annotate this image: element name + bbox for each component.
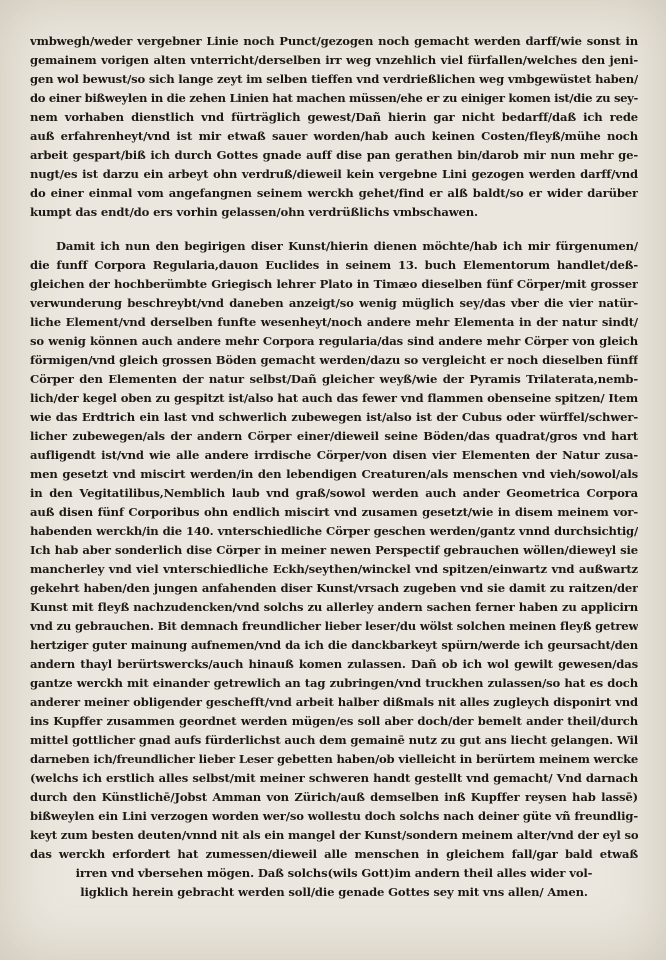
text-line: nugt/es ist darzu ein arbeyt ohn verdruß/dieweil kein vergebne Lini gezogen werden darff/vnd [30,167,638,181]
text-line: Ich hab aber sonderlich dise Cörper in meiner newen Perspectif gebrauchen wöllen/dieweyl sie [30,543,638,557]
text-line: Cörper den Elementen der natur selbst/Dañ gleicher weyß/wie der Pyramis Trilaterata,nemb- [30,372,638,386]
text-line: mancherley vnd viel vnterschiedliche Eckh/seythen/winckel vnd spitzen/einwartz vnd außwartz [30,562,638,576]
text-line: Damit ich nun den begirigen diser Kunst/hierin dienen möchte/hab ich mir fürgenumen/ [56,239,638,253]
text-line: ins Kupffer zusammen geordnet werden mügen/es soll aber doch/der bemelt ander theil/durch [30,714,638,728]
text-line: so wenig können auch andere mehr Corpora regularia/das sind andere mehr Cörper von gleich [30,334,638,348]
text-line: die funff Corpora Regularia,dauon Euclides in seinem 13. buch Elementorum handlet/deß- [30,258,638,272]
text-line: andern thayl berürtswercks/auch hinauß komen zulassen. Dañ ob ich wol gewilt gewesen/das [30,657,638,671]
paragraph-2 [30,237,638,902]
text-line: irren vnd vbersehen mögen. Daß solchs(wils Gott)im andern theil alles wider vol- [75,866,593,880]
text-line: kumpt das endt/do ers vorhin gelassen/ohn verdrüßlichs vmbschawen. [30,205,478,219]
text-line: men gesetzt vnd miscirt werden/in den lebendigen Creaturen/als menschen vnd vieh/sowol/als [30,467,638,481]
text-line: arbeit gespart/biß ich durch Gottes gnade auff dise pan gerathen bin/darob mir nun mehr ge- [30,148,638,162]
text-line: hertziger guter mainung aufnemen/vnd da ich die danckbarkeyt spürn/werde ich geursacht/den [30,638,638,652]
text-line: bißweylen ein Lini verzogen worden wer/so wollestu doch solchs nach deiner güte vñ freundlig- [30,809,638,823]
text-line: anderer meiner obligender geschefft/vnd arbeit halber dißmals nit alles zugleych disponirt vnd [30,695,638,709]
text-line: förmigen/vnd gleich grossen Böden gemacht werden/dazu so vergleicht er noch dieselben fünff [30,353,638,367]
text-line: gemainem vorigen alten vnterricht/derselben irr weg vnzehlich viel fürfallen/welches den jeni- [30,53,638,67]
text-line: in den Vegitatilibus,Nemblich laub vnd graß/sowol werden auch ander Geometrica Corpora [30,486,638,500]
text-line: lich/der kegel oben zu gespitzt ist/also hat auch das fewer vnd flammen obenseine spitzen/ Item [30,391,638,405]
text-line: auß erfahrenheyt/vnd ist mir etwaß sauer worden/hab auch keinen Costen/fleyß/mühe noch [30,129,638,143]
text-line: gen wol bewust/so sich lange zeyt im selben tieffen vnd verdrießlichen weg vmbgewüstet haben/ [30,72,638,86]
text-line: nem vorhaben dienstlich vnd fürträglich gewest/Dañ hierin gar nicht bedarff/daß ich rede [30,110,638,124]
text-line: keyt zum besten deuten/vnnd nit als ein mangel der Kunst/sondern meinem alter/vnd der eyl so [30,828,638,842]
text-line: do einer bißweylen in die zehen Linien hat machen müssen/ehe er zu einiger komen ist/die zu sey- [30,91,638,105]
text-line: darneben ich/freundlicher lieber Leser gebetten haben/ob vielleicht in berürtem meinem wercke [30,752,638,766]
text-line: liche Element/vnd derselben funfte wesenheyt/noch andere mehr Elementa in der natur sindt/ [30,315,638,329]
text-line: (welchs ich erstlich alles selbst/mit meiner schweren handt gestellt vnd gemacht/ Vnd darnach [30,771,638,785]
text-line: gleichen der hochberümbte Griegisch lehrer Plato in Timæo dieselben fünf Cörper/mit grosser [30,277,638,291]
text-line: habenden werckh/in die 140. vnterschiedliche Cörper geschen werden/gantz vnnd durchsichtig/ [30,524,638,538]
text-line: aufligendt ist/vnd wie alle andere irrdische Cörper/von disen vier Elementen der Natur zusa- [30,448,638,462]
paragraph-1 [30,32,638,222]
text-line: mittel gottlicher gnad aufs fürderlichst auch dem gemainē nutz zu gut ans liecht gelangen. Wil [30,733,638,747]
text-line: auß disen fünf Corporibus ohn endlich miscirt vnd zusamen gesetzt/wie in disem meinem vor- [30,505,638,519]
text-line: Kunst mit fleyß nachzudencken/vnd solchs zu allerley andern sachen ferner haben zu applicirn [30,600,638,614]
text-line: gantze werckh mit einander getrewlich an tag zubringen/vnd truckhen zulassen/so hat es doch [30,676,638,690]
page-text [30,32,638,902]
text-line: licher zubewegen/als der andern Cörper einer/dieweil seine Böden/das quadrat/gros vnd hart [30,429,638,443]
text-line: vnd zu gebrauchen. Bit demnach freundlicher lieber leser/du wölst solchen meinen fleyß getrew [30,619,638,633]
text-line: wie das Erdtrich ein last vnd schwerlich zubewegen ist/also ist der Cubus oder würffel/schwer- [30,410,638,424]
text-line: vmbwegh/weder vergebner Linie noch Punct/gezogen noch gemacht werden darff/wie sonst in [30,34,638,48]
text-line: do einer einmal vom angefangnen seinem werckh gehet/find er alß baldt/so er wider darüber [30,186,638,200]
text-line: das werckh erfordert hat zumessen/dieweil alle menschen in gleichem fall/gar bald etwaß [30,847,638,861]
text-line: verwunderung beschreybt/vnd daneben anzeigt/so wenig müglich sey/das vber die vier natür- [30,296,638,310]
text-line: ligklich herein gebracht werden soll/die genade Gottes sey mit vns allen/ Amen. [80,885,588,899]
text-line: gekehrt haben/den jungen anfahenden diser Kunst/vrsach zugeben vnd sie damit zu raitzen/der [30,581,638,595]
text-line: durch den Künstlichē/Jobst Amman von Zürich/auß demselben inß Kupffer reysen hab lassē) [30,790,638,804]
